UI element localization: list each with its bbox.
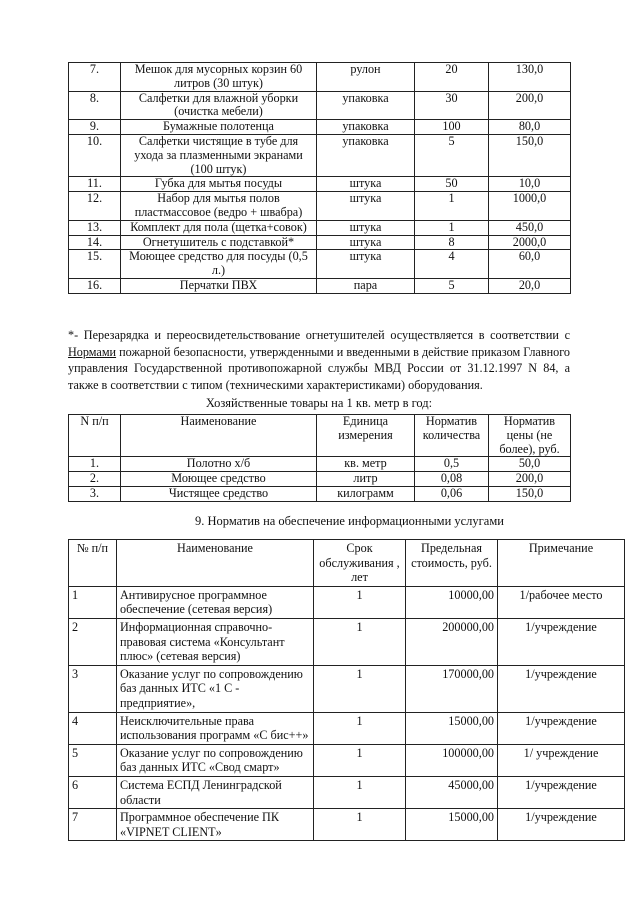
cell-name: Огнетушитель с подставкой* [121,235,317,250]
table-row [69,63,571,92]
cell-unit: рулон [317,63,415,92]
table-row [69,177,571,192]
cell-qty: 30 [415,91,489,120]
cell-note: 1/ учреждение [498,744,625,776]
cell-term: 1 [314,776,406,808]
cell-n: 4 [69,712,117,744]
cell-n: 13. [69,220,121,235]
cell-term: 1 [314,712,406,744]
table2-title: Хозяйственные товары на 1 кв. метр в год: [205,396,433,410]
cell-n: 11. [69,177,121,192]
cell-term: 1 [314,665,406,712]
household-goods-table [68,62,571,294]
cell-price: 2000,0 [489,235,571,250]
cell-qty: 8 [415,235,489,250]
footnote-prefix: *- Перезарядка и переосвидетельствование огнетушителей осуществляется в соответствии с [68,328,570,342]
cell-price: 130,0 [489,63,571,92]
footnote-suffix: пожарной безопасности, утвержденными и введенными в действие приказом Главного управления Государственной противопожарной службы МВД России от 31.12.1997 N 84, а также в соответствии с типом (техническими характеристиками) оборудования. [68,344,570,392]
cell-n: 6 [69,776,117,808]
header-name: Наименование [117,540,314,587]
cell-unit: штука [317,250,415,279]
cell-n: 2 [69,618,117,665]
cell-note: 1/учреждение [498,665,625,712]
cell-note: 1/рабочее место [498,586,625,618]
cell-n: 9. [69,120,121,135]
cell-note: 1/учреждение [498,809,625,841]
cell-name: Мешок для мусорных корзин 60 литров (30 штук) [121,63,317,92]
cell-n: 1 [69,586,117,618]
cell-name: Система ЕСПД Ленинградской области [117,776,314,808]
cell-n: 16. [69,278,121,293]
cell-n: 3 [69,665,117,712]
cell-unit: штука [317,192,415,221]
cell-price: 150,0 [489,486,571,501]
per-sqm-goods-table [68,414,571,502]
cell-n: 8. [69,91,121,120]
table-row [69,120,571,135]
norms-link[interactable]: Нормами [68,344,117,359]
header-unit: Единица измерения [317,415,415,457]
table-row [69,192,571,221]
cell-cost: 15000,00 [406,712,498,744]
table-row [69,809,625,841]
cell-cost: 10000,00 [406,586,498,618]
cell-price: 50,0 [489,457,571,472]
cell-name: Моющее средство для посуды (0,5 л.) [121,250,317,279]
cell-qty: 100 [415,120,489,135]
cell-name: Оказание услуг по сопровождению баз данных ИТС «1 С - предприятие», [117,665,314,712]
cell-name: Программное обеспечение ПК «VIPNET CLIENT» [117,809,314,841]
table-row [69,472,571,487]
header-name: Наименование [121,415,317,457]
section-9-title: 9. Норматив на обеспечение информационными услугами [195,514,504,528]
cell-unit: литр [317,472,415,487]
cell-n: 15. [69,250,121,279]
table-row [69,134,571,176]
header-note: Примечание [498,540,625,587]
cell-name: Губка для мытья посуды [121,177,317,192]
table-row [69,744,625,776]
table-row [69,457,571,472]
cell-term: 1 [314,744,406,776]
header-cost: Предельная стоимость, руб. [406,540,498,587]
cell-name: Салфетки для влажной уборки (очистка мебели) [121,91,317,120]
cell-price: 150,0 [489,134,571,176]
cell-price: 200,0 [489,472,571,487]
cell-unit: штука [317,177,415,192]
cell-name: Перчатки ПВХ [121,278,317,293]
cell-name: Бумажные полотенца [121,120,317,135]
cell-price: 200,0 [489,91,571,120]
cell-price: 1000,0 [489,192,571,221]
table-row [69,586,625,618]
cell-n: 1. [69,457,121,472]
cell-qty: 0,08 [415,472,489,487]
cell-n: 12. [69,192,121,221]
cell-term: 1 [314,618,406,665]
cell-name: Чистящее средство [121,486,317,501]
cell-name: Салфетки чистящие в тубе для ухода за плазменными экранами (100 штук) [121,134,317,176]
table-row [69,250,571,279]
cell-unit: штука [317,235,415,250]
table2-header-row [69,415,571,457]
cell-note: 1/учреждение [498,618,625,665]
table3-header-row [69,540,625,587]
cell-name: Информационная справочно-правовая система «Консультант плюс» (сетевая версия) [117,618,314,665]
table-row [69,235,571,250]
cell-name: Набор для мытья полов пластмассовое (ведро + швабра) [121,192,317,221]
cell-unit: упаковка [317,134,415,176]
cell-qty: 0,5 [415,457,489,472]
cell-cost: 100000,00 [406,744,498,776]
table-row [69,486,571,501]
cell-unit: кв. метр [317,457,415,472]
cell-n: 7. [69,63,121,92]
cell-name: Неисключительные права использования программ «С бис++» [117,712,314,744]
table-row [69,665,625,712]
cell-qty: 4 [415,250,489,279]
cell-term: 1 [314,809,406,841]
cell-price: 450,0 [489,220,571,235]
header-term: Срок обслуживания , лет [314,540,406,587]
cell-unit: пара [317,278,415,293]
cell-qty: 50 [415,177,489,192]
cell-unit: упаковка [317,120,415,135]
cell-price: 60,0 [489,250,571,279]
cell-cost: 200000,00 [406,618,498,665]
cell-cost: 15000,00 [406,809,498,841]
cell-note: 1/учреждение [498,776,625,808]
cell-n: 14. [69,235,121,250]
information-services-table [68,539,625,841]
cell-unit: штука [317,220,415,235]
table-row [69,712,625,744]
header-n: № п/п [69,540,117,587]
cell-note: 1/учреждение [498,712,625,744]
table-row [69,618,625,665]
header-n: N п/п [69,415,121,457]
table-row [69,220,571,235]
cell-n: 7 [69,809,117,841]
cell-price: 20,0 [489,278,571,293]
cell-qty: 0,06 [415,486,489,501]
cell-cost: 45000,00 [406,776,498,808]
cell-name: Моющее средство [121,472,317,487]
cell-name: Комплект для пола (щетка+совок) [121,220,317,235]
table-row [69,278,571,293]
footnote [68,327,570,393]
table-row [69,776,625,808]
cell-term: 1 [314,586,406,618]
cell-unit: упаковка [317,91,415,120]
cell-name: Оказание услуг по сопровождению баз данных ИТС «Свод смарт» [117,744,314,776]
cell-unit: килограмм [317,486,415,501]
cell-name: Полотно х/б [121,457,317,472]
cell-n: 3. [69,486,121,501]
cell-n: 2. [69,472,121,487]
header-price: Норматив цены (не более), руб. [489,415,571,457]
cell-qty: 5 [415,134,489,176]
cell-qty: 1 [415,220,489,235]
table-row [69,91,571,120]
cell-qty: 5 [415,278,489,293]
cell-qty: 1 [415,192,489,221]
header-qty: Норматив количества [415,415,489,457]
cell-price: 80,0 [489,120,571,135]
cell-price: 10,0 [489,177,571,192]
cell-n: 5 [69,744,117,776]
cell-qty: 20 [415,63,489,92]
cell-n: 10. [69,134,121,176]
cell-cost: 170000,00 [406,665,498,712]
cell-name: Антивирусное программное обеспечение (сетевая версия) [117,586,314,618]
